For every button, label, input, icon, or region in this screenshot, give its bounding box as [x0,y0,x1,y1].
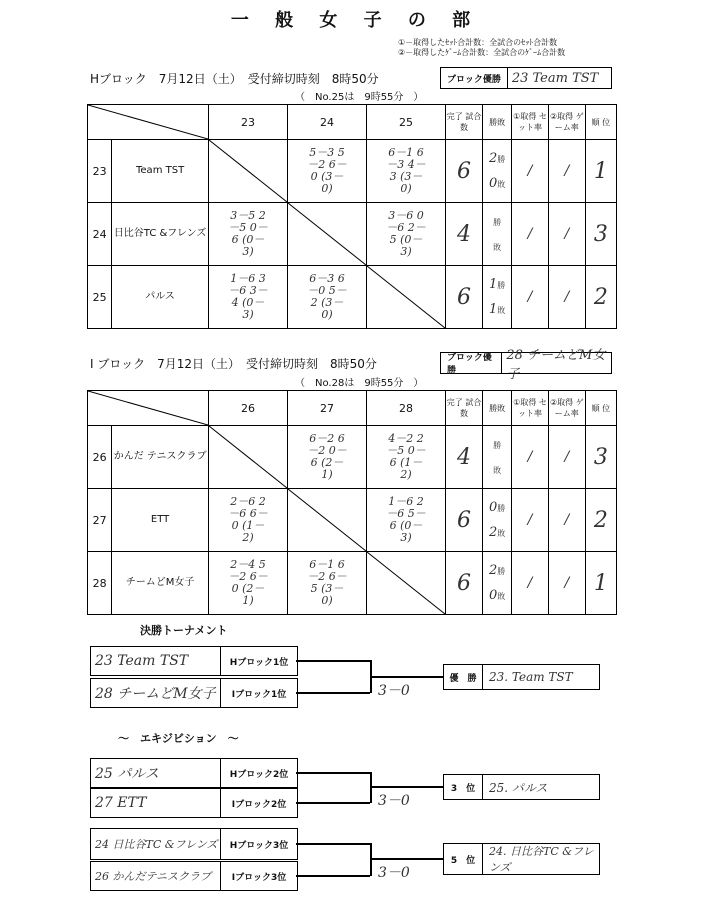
diagonal-line [209,140,287,202]
block-i-winner-box [440,348,612,382]
team-number: 24 [88,203,112,266]
block-winner-value: 28 チームどM女子 [506,348,606,382]
rank-header: 順 位 [585,391,616,426]
match-score: 1－6 2－6 5－6 (0－3) [367,489,446,552]
game-rate-header: ②取得 ゲーム率 [548,391,585,426]
played-header: 完了 試合数 [446,105,483,140]
corner-cell [88,391,209,426]
note-set: ①－取得したｾｯﾄ合計数：全試合のｾｯﾄ合計数 [398,38,558,47]
bracket-line [296,692,370,694]
result-value: 23. Team TST [489,670,573,684]
wins: 2勝 [488,563,506,578]
wins: 勝 [493,218,502,227]
win-loss [483,426,512,489]
win-loss [483,489,512,552]
game-rate: / [548,426,585,489]
win-loss [483,140,512,203]
match-score: 6－3 6－0 5－2 (3－0) [288,266,367,329]
exh2-result-box [443,843,600,875]
bracket-line [296,802,370,804]
set-rate: / [512,552,549,615]
table-row [88,203,617,266]
seed-label: Hブロック2位 [229,769,289,780]
exh1-score: 3－0 [378,793,410,809]
seed-label: Hブロック3位 [229,840,289,851]
result-value: 24. 日比谷TC &フレンズ [489,845,594,874]
result-value: 25. パルス [489,780,548,795]
column-header: 23 [209,105,288,140]
team-name: パルス [112,266,209,329]
match-score: 5－3 5－2 6－0 (3－0) [288,140,367,203]
match-score: 3－6 0－6 2－5 (0－3) [367,203,446,266]
league-table [87,390,617,615]
wl-header: 勝敗 [483,105,512,140]
column-header: 27 [288,391,367,426]
game-rate: / [548,489,585,552]
exh1-top-slot [90,758,298,788]
self-cell [209,426,288,489]
team-number: 28 [88,552,112,615]
result-label: 5 位 [444,844,483,874]
column-header: 26 [209,391,288,426]
exh1-result-box [443,774,600,800]
losses: 敗 [493,466,502,475]
rank: 2 [585,266,616,329]
diagonal-line [288,203,366,265]
diagonal-line [288,489,366,551]
rank: 3 [585,203,616,266]
team-name: 25 パルス [91,759,221,787]
team-name: 日比谷TC &フレンズ [112,203,209,266]
table-row [88,426,617,489]
set-rate: / [512,266,549,329]
played-count: 6 [446,552,483,615]
exhibition-title: ～ エキジビション ～ [118,732,239,745]
table-row [88,266,617,329]
set-rate: / [512,489,549,552]
wl-header: 勝敗 [483,391,512,426]
page-title: 一 般 女 子 の 部 [230,10,481,31]
played-count: 4 [446,203,483,266]
bracket-line [296,875,370,877]
table-row [88,489,617,552]
team-number: 23 [88,140,112,203]
wins: 0勝 [488,500,506,515]
wins: 1勝 [488,277,506,292]
seed-label: Iブロック2位 [231,799,287,810]
set-rate-header: ①取得 セット率 [512,391,549,426]
match-score: 1－6 3－6 3－4 (0－3) [209,266,288,329]
final-score: 3－0 [378,683,410,699]
bracket-line [296,843,370,845]
result-label: 優 勝 [444,665,483,689]
block-i-header: I ブロック 7月12日（土） 受付締切時刻 8時50分 [90,357,377,371]
game-rate: / [548,140,585,203]
match-score: 2－6 2－6 6－0 (1－2) [209,489,288,552]
set-rate-header: ①取得 セット率 [512,105,549,140]
result-label: 3 位 [444,775,483,799]
team-number: 27 [88,489,112,552]
column-header: 25 [367,105,446,140]
played-count: 6 [446,489,483,552]
self-cell [288,203,367,266]
self-cell [367,552,446,615]
exh2-top-slot [90,828,298,860]
match-score: 3－5 2－5 0－6 (0－3) [209,203,288,266]
team-name: 27 ETT [91,789,221,817]
game-rate: / [548,203,585,266]
exh2-bottom-slot [90,861,298,891]
table-row [88,552,617,615]
league-table [87,104,617,329]
final-result-box [443,664,600,690]
final-title: 決勝トーナメント [140,624,228,637]
win-loss [483,552,512,615]
set-rate: / [512,426,549,489]
diagonal-line [88,105,208,139]
match-score: 4－2 2－5 0－6 (1－2) [367,426,446,489]
bracket-line [296,772,370,774]
exh1-bottom-slot [90,788,298,818]
corner-cell [88,105,209,140]
block-h-winner-box [440,67,612,89]
wins: 勝 [493,441,502,450]
seed-label: Iブロック3位 [231,872,287,883]
exh2-score: 3－0 [378,865,410,881]
rank: 3 [585,426,616,489]
win-loss [483,203,512,266]
losses: 2敗 [488,525,506,540]
block-h-header: Hブロック 7月12日（土） 受付締切時刻 8時50分 [90,72,379,86]
notes [398,38,565,58]
team-number: 26 [88,426,112,489]
match-score: 6－1 6－2 6－5 (3－0) [288,552,367,615]
losses: 0敗 [488,588,506,603]
team-name: 23 Team TST [91,647,221,675]
column-header: 24 [288,105,367,140]
win-loss [483,266,512,329]
team-name: 28 チームどM女子 [91,679,221,707]
played-count: 6 [446,266,483,329]
game-rate: / [548,266,585,329]
seed-label: Iブロック1位 [231,689,287,700]
bracket-line [370,786,443,788]
note-game: ②－取得したｹﾞｰﾑ合計数：全試合のｹﾞｰﾑ合計数 [398,48,566,57]
team-name: 26 かんだテニスクラブ [91,862,221,890]
team-number: 25 [88,266,112,329]
block-winner-label: ブロック優勝 [441,353,502,373]
bracket-line [370,676,443,678]
rank: 2 [585,489,616,552]
final-bottom-slot [90,678,298,708]
game-rate: / [548,552,585,615]
game-rate-header: ②取得 ゲーム率 [548,105,585,140]
team-name: 24 日比谷TC &フレンズ [91,829,221,859]
played-count: 6 [446,140,483,203]
self-cell [209,140,288,203]
set-rate: / [512,140,549,203]
seed-label: Hブロック1位 [229,657,289,668]
self-cell [288,489,367,552]
table-row [88,140,617,203]
played-header: 完了 試合数 [446,391,483,426]
rank: 1 [585,140,616,203]
bracket-line [370,772,372,803]
losses: 0敗 [488,176,506,191]
block-winner-value: 23 Team TST [511,70,599,86]
bracket-line [370,858,443,860]
diagonal-line [88,391,208,425]
column-header: 28 [367,391,446,426]
block-h-sub: （ No.25は 9時55分 ） [295,92,424,103]
rank: 1 [585,552,616,615]
team-name: Team TST [112,140,209,203]
losses: 1敗 [488,302,506,317]
match-score: 6－2 6－2 0－6 (2－1) [288,426,367,489]
wins: 2勝 [488,151,506,166]
bracket-line [296,660,370,662]
self-cell [367,266,446,329]
block-i-sub: （ No.28は 9時55分 ） [295,378,424,389]
bracket-line [370,843,372,876]
losses: 敗 [493,243,502,252]
team-name: かんだ テニスクラブ [112,426,209,489]
diagonal-line [367,552,445,614]
diagonal-line [367,266,445,328]
diagonal-line [209,426,287,488]
set-rate: / [512,203,549,266]
team-name: チームどM女子 [112,552,209,615]
played-count: 4 [446,426,483,489]
match-score: 6－1 6－3 4－3 (3－0) [367,140,446,203]
block-winner-label: ブロック優勝 [441,68,508,88]
match-score: 2－4 5－2 6－0 (2－1) [209,552,288,615]
rank-header: 順 位 [585,105,616,140]
final-top-slot [90,646,298,676]
team-name: ETT [112,489,209,552]
